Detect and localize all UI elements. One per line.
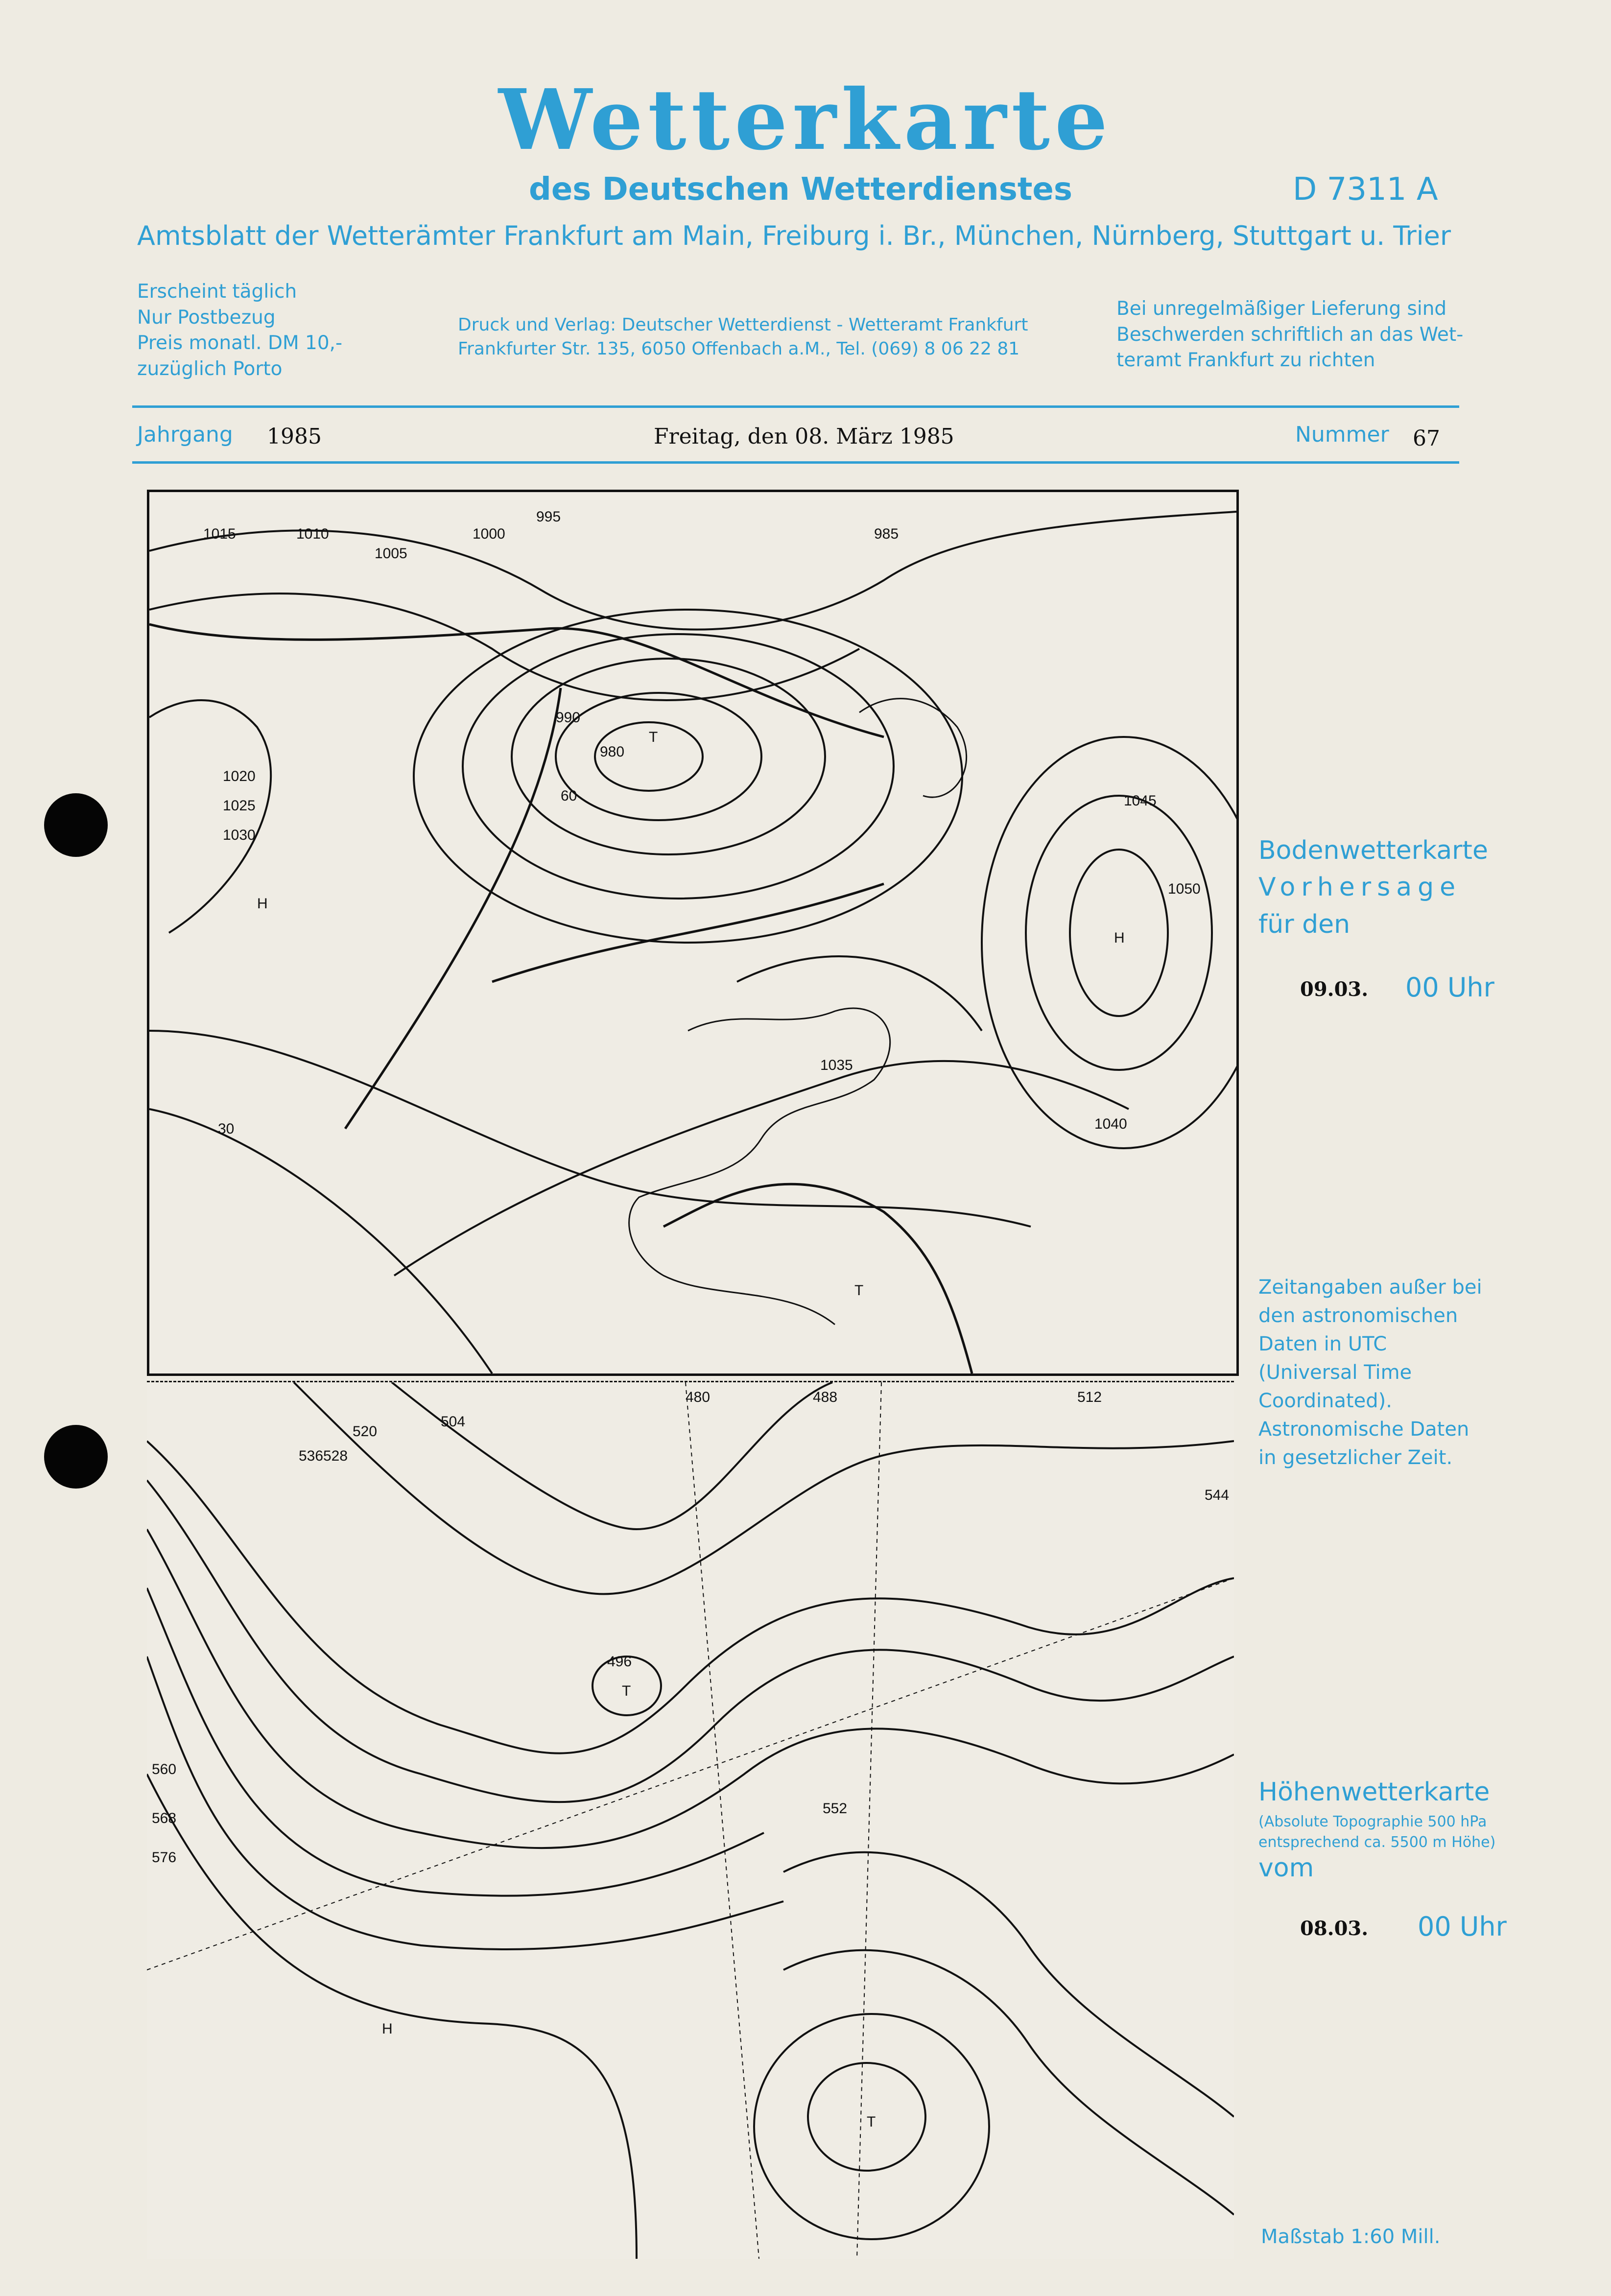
map-label: 1040: [1094, 1116, 1127, 1132]
contour: [392, 1382, 832, 1529]
surface-map-drawing: [149, 492, 1236, 1373]
nummer-label: Nummer: [1295, 422, 1389, 447]
high-pressure-label: H: [257, 896, 268, 912]
front-line: [663, 1184, 972, 1373]
low-pressure-label: T: [854, 1282, 864, 1299]
upper-map-drawing: [147, 1382, 1234, 2259]
map-label: 1015: [203, 526, 236, 542]
high-pressure-label: H: [382, 2021, 393, 2037]
issue-date: Freitag, den 08. März 1985: [654, 424, 954, 449]
map-scale: Maßstab 1:60 Mill.: [1261, 2225, 1441, 2248]
map-label: 576: [152, 1849, 177, 1866]
upper-map-time: 00 Uhr: [1418, 1911, 1507, 1942]
map-label: 536: [299, 1448, 324, 1464]
coastline: [629, 1008, 890, 1325]
masthead-subtitle: des Deutschen Wetterdienstes: [529, 171, 1072, 208]
isobar: [463, 634, 894, 899]
map-label: 1045: [1124, 793, 1157, 809]
low-pressure-label: T: [649, 729, 658, 745]
subscription-info: Erscheint täglich Nur Postbezug Preis monatl. DM 10,- zuzüglich Porto: [137, 281, 343, 380]
contour: [147, 1529, 1234, 1848]
upper-map-title: Höhenwetterkarte: [1258, 1777, 1490, 1807]
isobar: [556, 693, 761, 820]
jahrgang-value: 1985: [267, 424, 322, 449]
isobar: [512, 659, 825, 854]
high-pressure-label: H: [1114, 930, 1125, 946]
map-label: 504: [441, 1414, 466, 1430]
map-label: 30: [218, 1121, 235, 1137]
punch-hole-bottom: [44, 1425, 108, 1489]
complaint-info: Bei unregelmäßiger Lieferung sind Beschwerden schriftlich an das Wet- teramt Frankfurt zu richten: [1116, 298, 1464, 372]
map-label: 1005: [375, 545, 407, 562]
map-label: 488: [813, 1389, 838, 1405]
header-rule-top: [132, 405, 1459, 408]
surface-map-date: 09.03.: [1300, 978, 1369, 1001]
isobar: [149, 700, 271, 933]
map-label: 552: [823, 1800, 848, 1817]
contour: [147, 1657, 783, 1949]
masthead-title: Wetterkarte: [498, 71, 1113, 169]
map-label: 1030: [223, 827, 256, 843]
map-label: 1000: [473, 526, 505, 542]
contour: [294, 1382, 1234, 1594]
front-line: [149, 624, 884, 737]
upper-air-map: [147, 1381, 1234, 2259]
isobar: [149, 1109, 492, 1373]
contour: [147, 1588, 764, 1896]
map-label: 1020: [223, 768, 256, 784]
isobar: [149, 1031, 1031, 1227]
map-label: 1035: [820, 1057, 853, 1073]
contour: [147, 1480, 1234, 1802]
map-label: 60: [561, 788, 577, 804]
map-label: 496: [607, 1654, 632, 1670]
map-label: 480: [686, 1389, 711, 1405]
map-label: 995: [536, 509, 561, 525]
surface-map-time: 00 Uhr: [1405, 972, 1494, 1003]
contour: [783, 1950, 1234, 2215]
map-label: 1050: [1168, 881, 1201, 897]
map-label: 990: [556, 710, 581, 726]
publisher-info: Druck und Verlag: Deutscher Wetterdienst - Wetteramt Frankfurt Frankfurter Str. 135, 6050 Offenbach a.M., Tel. (069) 8 06 22 81: [458, 315, 1028, 359]
upper-map-subtitle: (Absolute Topographie 500 hPa entsprechend ca. 5500 m Höhe): [1258, 1813, 1496, 1851]
upper-map-vom: vom: [1258, 1853, 1314, 1883]
time-note: Zeitangaben außer bei den astronomischen Daten in UTC (Universal Time Coordinated). Astronomische Daten in gesetzlicher Zeit.: [1258, 1276, 1482, 1469]
front-line: [345, 688, 561, 1129]
grid-line: [686, 1382, 759, 2259]
low-pressure-label: T: [867, 2114, 876, 2130]
surface-forecast-map: [147, 490, 1239, 1376]
map-label: 520: [353, 1423, 378, 1440]
nummer-value: 67: [1413, 426, 1440, 451]
map-label: 1010: [296, 526, 329, 542]
official-gazette-line: Amtsblatt der Wetterämter Frankfurt am Main, Freiburg i. Br., München, Nürnberg, Stuttgart u. Trier: [137, 220, 1451, 251]
punch-hole-top: [44, 793, 108, 857]
header-rule-bottom: [132, 461, 1459, 464]
isobar: [394, 1061, 1129, 1276]
map-label: 985: [874, 526, 899, 542]
contour: [783, 1852, 1234, 2117]
low-pressure-label: T: [622, 1683, 631, 1699]
map-label: 980: [600, 744, 625, 760]
isobar: [149, 593, 859, 700]
map-label: 544: [1205, 1487, 1230, 1503]
jahrgang-label: Jahrgang: [137, 422, 233, 447]
upper-map-date: 08.03.: [1300, 1917, 1369, 1940]
map-label: 568: [152, 1810, 177, 1826]
map-label: 528: [323, 1448, 348, 1464]
isobar: [982, 737, 1236, 1148]
contour: [147, 1441, 1234, 1753]
surface-map-caption: Bodenwetterkarte Vorhersage für den: [1258, 836, 1488, 939]
map-label: 1025: [223, 798, 256, 814]
map-label: 560: [152, 1761, 177, 1777]
publication-code: D 7311 A: [1293, 171, 1438, 208]
map-label: 512: [1077, 1389, 1102, 1405]
